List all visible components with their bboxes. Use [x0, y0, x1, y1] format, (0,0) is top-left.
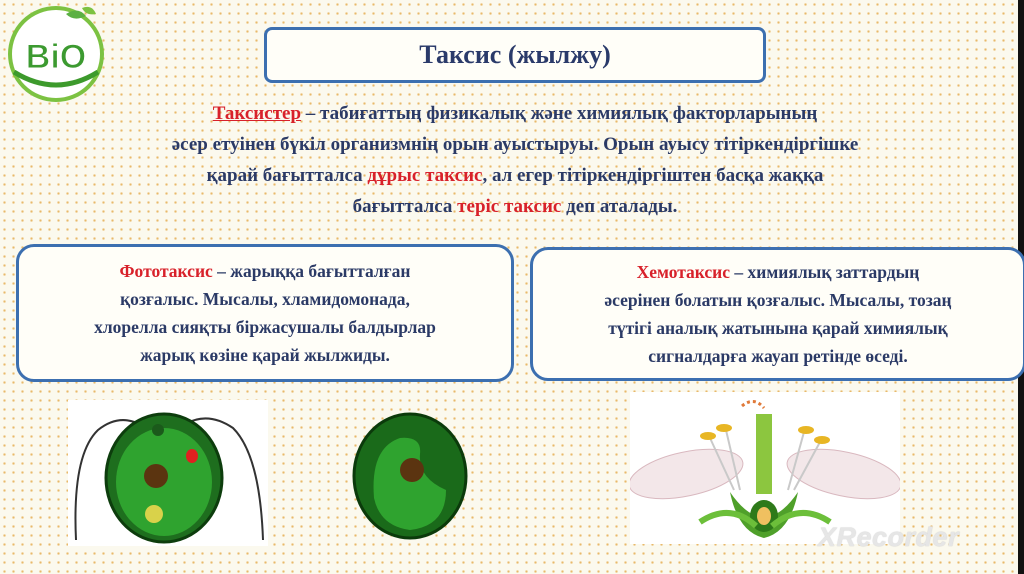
- card-text: қозғалыс. Мысалы, хламидомонада,: [120, 289, 410, 309]
- card-text: – химиялық заттардың: [730, 262, 920, 282]
- chemotaxis-card: [530, 247, 1024, 381]
- intro-text: әсер етуінен бүкіл организмнің орын ауыстыруы. Орын ауысу тітіркендіргішке: [171, 134, 859, 155]
- title-text: Таксис (жылжу): [419, 40, 611, 69]
- card-text: әсерінен болатын қозғалыс. Мысалы, тозаң: [604, 290, 952, 310]
- intro-text: қарай бағытталса: [206, 165, 368, 186]
- chlorella-illustration: [350, 408, 470, 545]
- term-taxis: Таксистер: [212, 103, 302, 124]
- intro-text: деп аталады.: [561, 196, 678, 217]
- intro-text: бағытталса: [352, 196, 458, 217]
- bio-logo: [4, 2, 108, 102]
- phototaxis-card: [16, 244, 514, 382]
- card-text: жарық көзіне қарай жылжиды.: [140, 345, 390, 365]
- card-text: сигналдарға жауап ретінде өседі.: [648, 346, 908, 366]
- logo-text: BiO: [25, 38, 87, 76]
- xrecorder-watermark: XRecorder: [818, 522, 960, 552]
- term-negative-taxis: теріс таксис: [457, 196, 562, 217]
- card-text: хлорелла сияқты біржасушалы балдырлар: [94, 317, 436, 337]
- chlamydomonas-illustration: [68, 400, 268, 551]
- intro-text: , ал егер тітіркендіргіштен басқа жаққа: [482, 165, 824, 186]
- term-positive-taxis: дұрыс таксис: [367, 165, 483, 186]
- term-phototaxis: Фототаксис: [119, 261, 213, 281]
- intro-paragraph: [40, 98, 990, 222]
- card-text: түтігі аналық жатынына қарай химиялық: [608, 318, 948, 338]
- card-text: – жарыққа бағытталған: [212, 261, 411, 281]
- page-title: [264, 27, 766, 83]
- intro-text: – табиғаттың физикалық және химиялық факторларының: [301, 103, 818, 124]
- term-chemotaxis: Хемотаксис: [636, 262, 731, 282]
